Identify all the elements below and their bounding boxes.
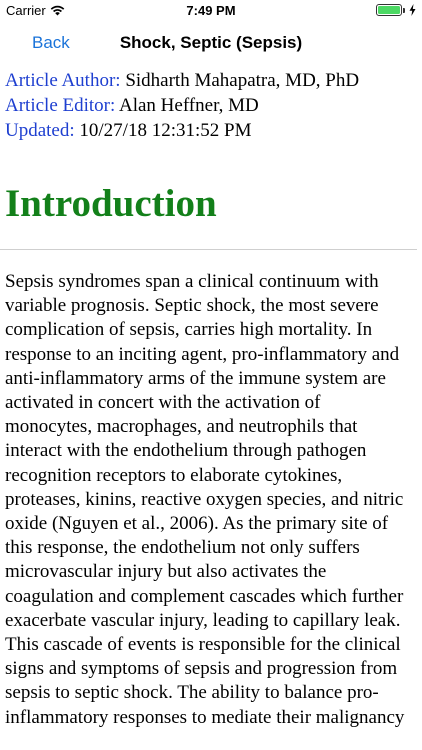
article-content — [5, 68, 412, 730]
status-right — [376, 4, 416, 16]
battery-fill — [378, 6, 400, 14]
section-title: Introduction — [5, 182, 217, 225]
article-editor-line — [5, 93, 412, 118]
charging-bolt-icon — [409, 4, 416, 16]
author-name: Sidharth Mahapatra, MD, PhD — [125, 70, 360, 91]
editor-label: Article Editor: — [5, 95, 116, 116]
back-button[interactable]: Back — [32, 33, 70, 52]
navigation-bar — [0, 22, 422, 66]
updated-timestamp: 10/27/18 12:31:52 PM — [79, 120, 252, 141]
section-divider — [0, 249, 417, 250]
updated-label: Updated: — [5, 120, 75, 141]
status-bar — [0, 0, 422, 22]
carrier-label: Carrier — [6, 3, 46, 18]
article-author-line — [5, 68, 412, 93]
nav-title: Shock, Septic (Sepsis) — [119, 33, 303, 52]
article-updated-line — [5, 118, 412, 143]
battery-icon — [376, 4, 402, 16]
article-body: Sepsis syndromes span a clinical continuum with variable prognosis. Septic shock, the most severe complication of sepsis, carries high mortality. In response to an inciting agent, pro-inflammatory and anti-inflammatory arms of the immune system are activated in concert with the activation of monocytes, macrophages, and neutrophils that interact with the endothelium through pathogen recognition receptors to elaborate cytokines, proteases, kinins, reactive oxygen species, and nitric oxide (Nguyen et al., 2006). As the primary site of this response, the endothelium not only suffers microvascular injury but also activates the coagulation and complement cascades which further exacerbate vascular injury, leading to capillary leak. This cascade of events is responsible for the clinical signs and symptoms of sepsis and progression from sepsis to septic shock. The ability to balance pro-inflammatory responses to mediate their malignancy — [5, 271, 405, 728]
editor-name: Alan Heffner, MD — [118, 95, 259, 116]
author-label: Article Author: — [5, 70, 121, 91]
status-time: 7:49 PM — [186, 3, 236, 18]
